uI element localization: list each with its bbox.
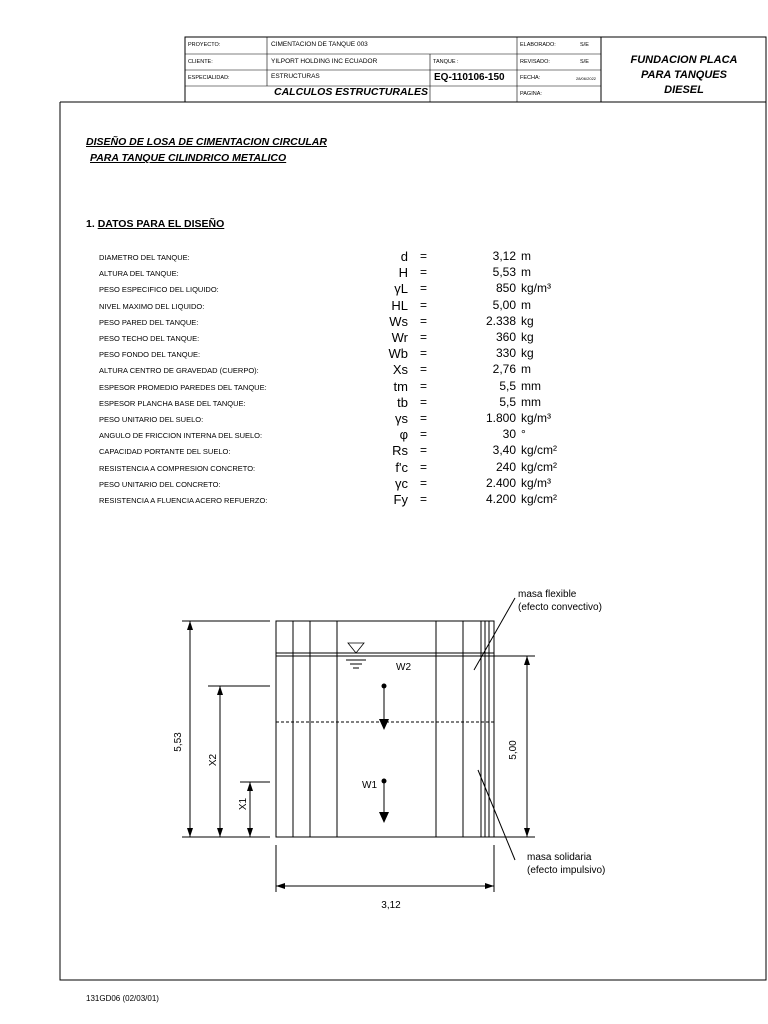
data-equals: =	[420, 378, 428, 393]
data-label: CAPACIDAD PORTANTE DEL SUELO:	[99, 447, 231, 457]
data-symbol: γs	[395, 411, 408, 426]
data-value: 5,5	[499, 378, 516, 393]
data-symbol: tb	[397, 394, 408, 410]
especialidad-value: ESTRUCTURAS	[271, 73, 320, 80]
w1-label: W1	[362, 780, 377, 791]
data-label: ALTURA CENTRO DE GRAVEDAD (CUERPO):	[99, 366, 259, 376]
data-value: 2,76	[492, 362, 516, 377]
data-symbol: tm	[393, 378, 408, 394]
data-symbol: H	[398, 265, 408, 281]
data-equals: =	[420, 281, 428, 296]
data-label: PESO FONDO DEL TANQUE:	[99, 350, 201, 360]
data-value: 5,5	[499, 394, 516, 409]
data-symbol: Wb	[388, 346, 408, 362]
data-label: RESISTENCIA A FLUENCIA ACERO REFUERZO:	[99, 496, 268, 505]
elaborado-value: S/E	[580, 42, 589, 48]
data-symbol: Fy	[393, 492, 408, 507]
doc-title-line2: PARA TANQUE CILINDRICO METALICO	[90, 152, 287, 164]
data-equals: =	[420, 459, 428, 474]
data-symbol: d	[400, 249, 408, 264]
height-dim-label: 5,53	[173, 732, 184, 752]
liquid-level-icon	[348, 643, 364, 653]
data-symbol: HL	[391, 297, 408, 313]
calculos-title: CALCULOS ESTRUCTURALES	[274, 86, 428, 98]
data-unit: kg/m³	[521, 281, 551, 296]
data-unit: kg	[521, 313, 534, 328]
elaborado-label: ELABORADO:	[520, 42, 556, 48]
data-equals: =	[420, 362, 428, 377]
section-title: DATOS PARA EL DISEÑO	[97, 218, 225, 230]
flexible-mass-label-1: masa flexible	[518, 589, 577, 600]
drawing-title-line2: PARA TANQUES	[641, 69, 727, 81]
data-equals: =	[420, 411, 428, 425]
data-label: ANGULO DE FRICCION INTERNA DEL SUELO:	[99, 431, 263, 441]
revisado-label: REVISADO:	[520, 59, 550, 65]
drawing-title-line3: DIESEL	[664, 84, 704, 96]
data-unit: °	[521, 427, 526, 442]
data-symbol: γc	[395, 475, 408, 491]
x1-label: X1	[238, 797, 249, 811]
data-value: 4.200	[485, 492, 516, 506]
data-equals: =	[420, 443, 428, 458]
data-value: 850	[495, 281, 516, 296]
data-value: 330	[495, 346, 516, 361]
revisado-value: S/E	[580, 59, 589, 65]
data-value: 30	[502, 427, 516, 442]
flexible-mass-label-2: (efecto convectivo)	[518, 602, 602, 613]
data-equals: =	[420, 330, 428, 344]
data-unit: kg/m³	[521, 411, 551, 425]
w1-point	[382, 779, 387, 784]
data-equals: =	[420, 492, 428, 506]
w2-label: W2	[396, 662, 411, 673]
data-value: 360	[495, 330, 516, 344]
data-equals: =	[420, 427, 428, 442]
data-label: RESISTENCIA A COMPRESION CONCRETO:	[99, 463, 256, 473]
data-symbol: Ws	[389, 313, 408, 329]
data-unit: kg/cm²	[521, 459, 557, 474]
data-label: PESO PARED DEL TANQUE:	[99, 317, 199, 327]
data-equals: =	[420, 265, 428, 280]
especialidad-label: ESPECIALIDAD:	[188, 75, 230, 81]
data-value: 3,40	[492, 443, 516, 458]
data-symbol: f'c	[395, 459, 408, 475]
w2-point	[382, 684, 387, 689]
diameter-dim-label: 3,12	[381, 900, 401, 911]
data-equals: =	[420, 249, 428, 263]
data-symbol: φ	[399, 427, 408, 443]
fecha-value: 28/06/2022	[576, 76, 597, 81]
data-equals: =	[420, 394, 428, 409]
data-symbol: Xs	[392, 362, 408, 378]
drawing-title-line1: FUNDACION PLACA	[630, 54, 738, 66]
x2-label: X2	[208, 753, 219, 767]
data-label: PESO UNITARIO DEL SUELO:	[99, 415, 204, 424]
data-value: 3,12	[492, 249, 516, 263]
solid-mass-label-1: masa solidaria	[527, 852, 592, 863]
form-code: 131GD06 (02/03/01)	[86, 994, 159, 1003]
data-equals: =	[420, 313, 428, 328]
data-label: ALTURA DEL TANQUE:	[99, 269, 179, 279]
data-unit: mm	[521, 394, 541, 409]
data-unit: kg	[521, 346, 534, 361]
cliente-value: YILPORT HOLDING INC ECUADOR	[271, 58, 378, 65]
cliente-label: CLIENTE:	[188, 59, 213, 65]
section-number: 1.	[86, 218, 95, 230]
data-value: 5,00	[492, 297, 516, 312]
data-unit: kg/cm²	[521, 443, 557, 458]
data-value: 2.400	[485, 475, 516, 490]
proyecto-label: PROYECTO:	[188, 42, 221, 48]
data-label: PESO TECHO DEL TANQUE:	[99, 334, 200, 343]
tanque-value: EQ-110106-150	[434, 72, 505, 83]
data-label: PESO UNITARIO DEL CONCRETO:	[99, 479, 221, 489]
data-equals: =	[420, 297, 428, 312]
data-label: DIAMETRO DEL TANQUE:	[99, 253, 190, 262]
data-equals: =	[420, 346, 428, 361]
data-value: 240	[495, 459, 516, 474]
data-unit: kg/m³	[521, 475, 551, 490]
data-equals: =	[420, 475, 428, 490]
tanque-label: TANQUE :	[433, 59, 459, 65]
data-value: 1.800	[485, 411, 516, 425]
data-symbol: γL	[394, 281, 408, 297]
liquid-dim-label: 5,00	[508, 740, 519, 760]
solid-mass-label-2: (efecto impulsivo)	[527, 865, 606, 876]
fecha-label: FECHA:	[520, 75, 541, 81]
pagina-label: PAGINA:	[520, 91, 542, 97]
data-value: 2.338	[485, 313, 516, 328]
data-label: ESPESOR PLANCHA BASE DEL TANQUE:	[99, 398, 246, 408]
data-unit: m	[521, 265, 531, 280]
data-unit: kg/cm²	[521, 492, 557, 506]
data-symbol: Rs	[392, 443, 408, 459]
data-unit: m	[521, 249, 531, 263]
data-unit: kg	[521, 330, 534, 344]
data-symbol: Wr	[391, 330, 408, 345]
data-unit: m	[521, 297, 531, 312]
data-label: ESPESOR PROMEDIO PAREDES DEL TANQUE:	[99, 382, 267, 392]
data-value: 5,53	[492, 265, 516, 280]
proyecto-value: CIMENTACION DE TANQUE 003	[271, 41, 368, 48]
data-label: NIVEL MAXIMO DEL LIQUIDO:	[99, 301, 205, 311]
data-unit: m	[521, 362, 531, 377]
data-unit: mm	[521, 378, 541, 393]
doc-title-line1: DISEÑO DE LOSA DE CIMENTACION CIRCULAR	[86, 136, 327, 148]
data-label: PESO ESPECIFICO DEL LIQUIDO:	[99, 285, 219, 295]
